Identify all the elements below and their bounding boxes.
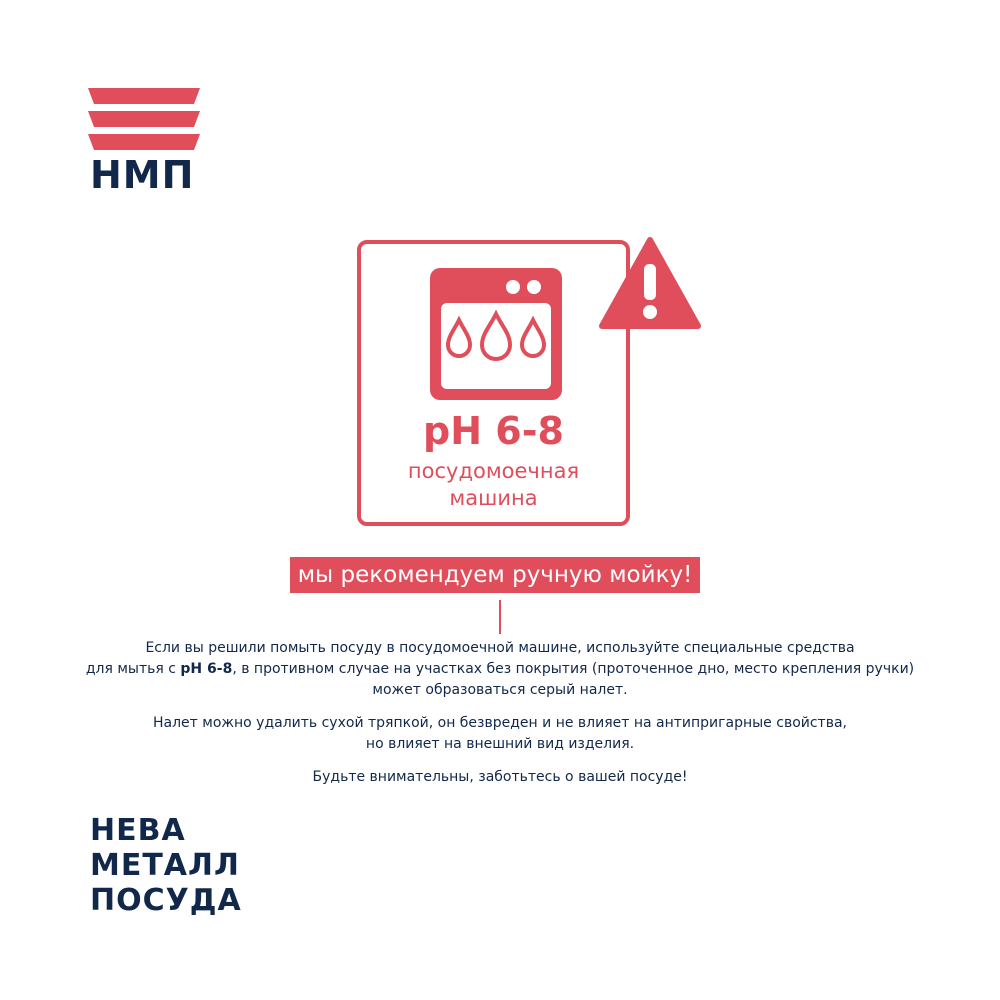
logo-stripes-icon <box>88 88 200 154</box>
connector-line <box>499 600 501 634</box>
info-text <box>80 638 920 800</box>
recommendation-banner: мы рекомендуем ручную мойку! <box>290 557 700 593</box>
info-p1-ph: pH 6-8 <box>180 661 233 677</box>
info-paragraph-1 <box>80 638 920 701</box>
brand-line1: НЕВА <box>90 813 186 848</box>
brand-line3: ПОСУДА <box>90 883 242 918</box>
info-paragraph-3: Будьте внимательны, заботьтесь о вашей посуде! <box>312 769 688 785</box>
info-p2-line2: но влияет на внешний вид изделия. <box>365 736 635 752</box>
info-p2-line1: Налет можно удалить сухой тряпкой, он безвреден и не влияет на антипригарные свойства, <box>152 715 847 731</box>
brand-name <box>90 813 242 918</box>
info-p1-line3: может образоваться серый налет. <box>372 682 628 698</box>
brand-logo <box>88 88 200 208</box>
info-p1-line2-after: , в противном случае на участках без покрытия (проточенное дно, место крепления ручки) <box>232 661 915 677</box>
logo-text: НМП <box>90 153 195 197</box>
appliance-label-line1: посудомоечная <box>407 459 580 483</box>
appliance-label-line2: машина <box>449 486 538 510</box>
dishwasher-icon <box>430 268 562 400</box>
ph-value: pH 6-8 <box>423 409 564 453</box>
appliance-label <box>357 458 630 512</box>
info-p1-line2-before: для мытья с <box>85 661 181 677</box>
brand-line2: МЕТАЛЛ <box>90 848 240 883</box>
info-paragraph-2 <box>80 713 920 755</box>
info-p1-line1: Если вы решили помыть посуду в посудомоечной машине, используйте специальные средства <box>145 640 855 656</box>
warning-icon <box>598 236 702 332</box>
